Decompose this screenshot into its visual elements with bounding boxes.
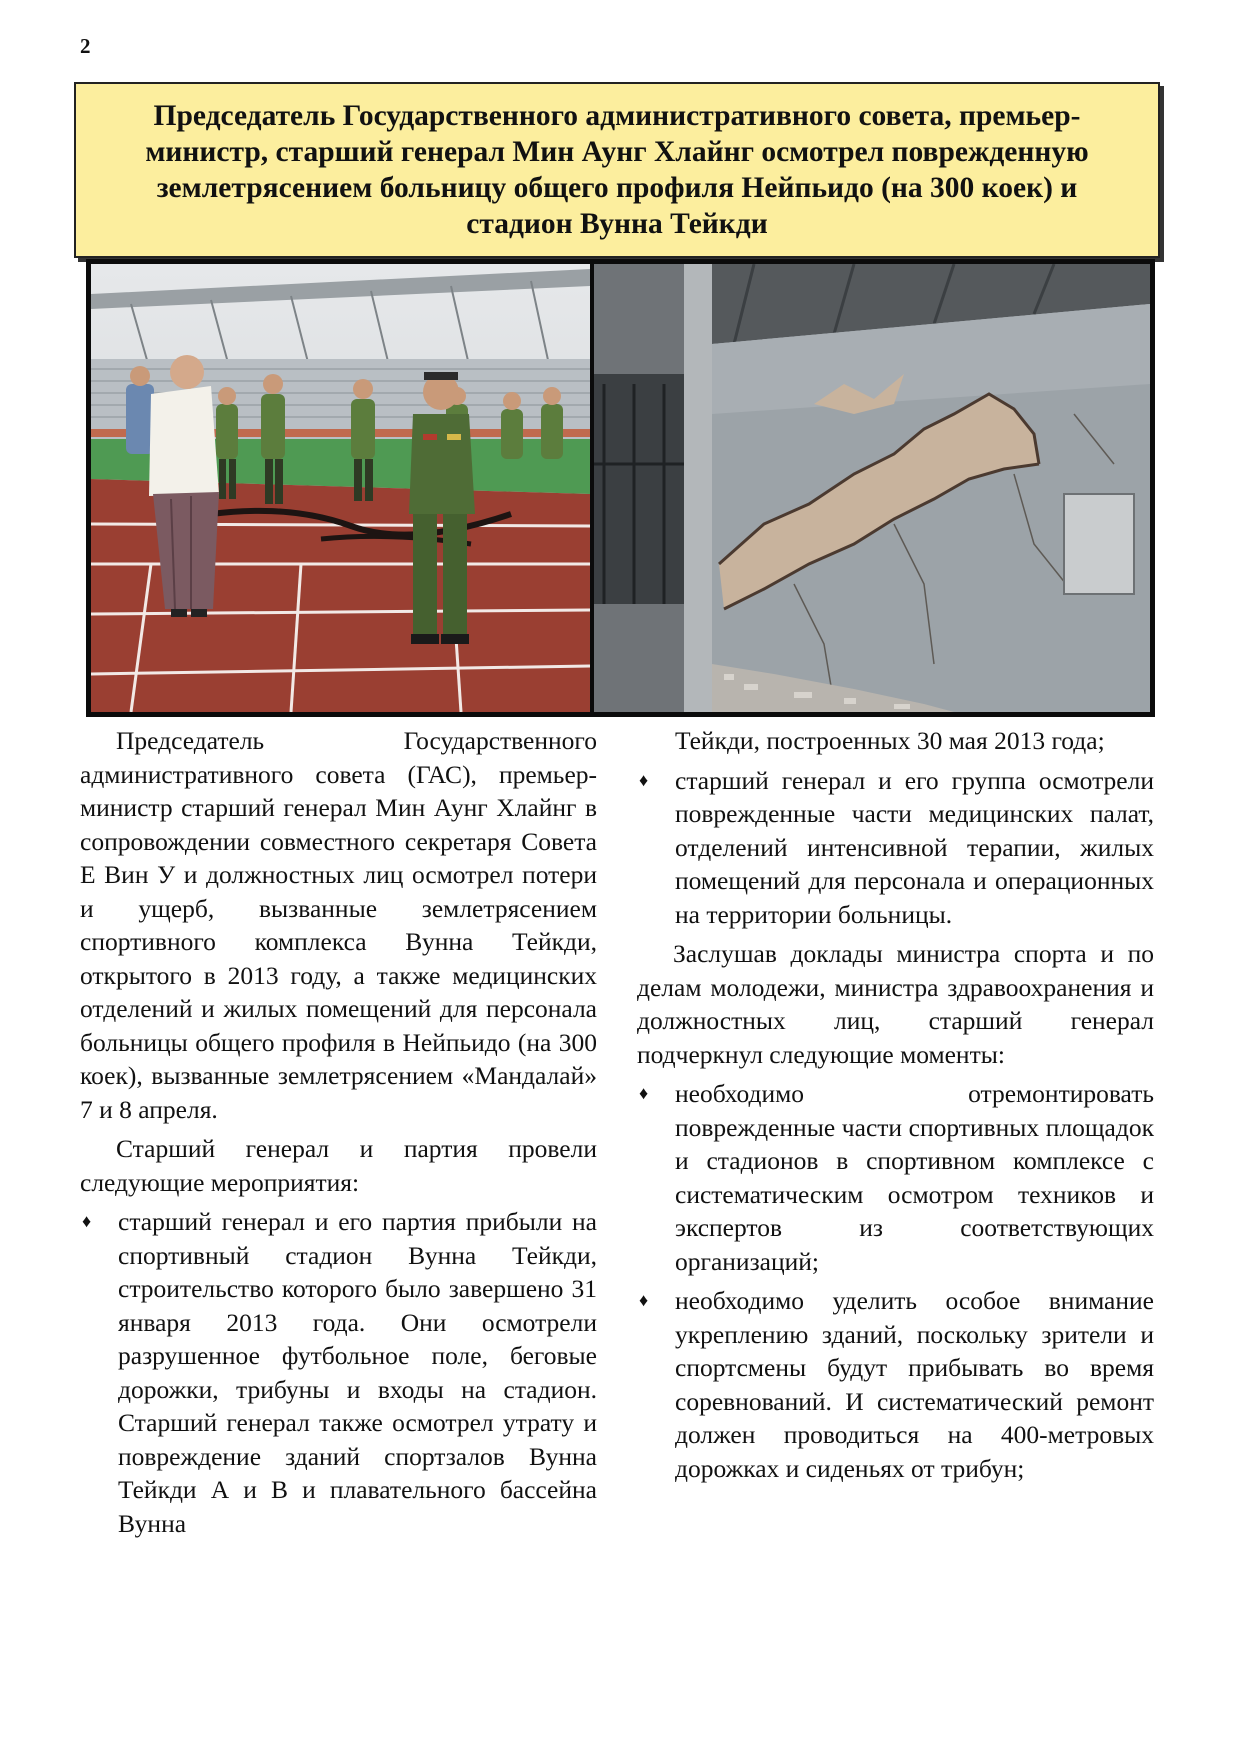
activities-intro-paragraph: Старший генерал и партия провели следующие мероприятия: [80, 1134, 597, 1197]
bullet-text: необходимо уделить особое внимание укреплению зданий, поскольку зрители и спортсмены будут прибывать во время соревнований. И систематический ремонт должен проводиться на 400-метровых дорожках и сиденьях от трибун; [675, 1286, 1154, 1483]
diamond-bullet-icon: ♦ [639, 1083, 649, 1103]
photo-strip [86, 259, 1155, 717]
reports-intro-paragraph: Заслушав доклады министра спорта и по делам молодежи, министра здравоохранения и должностных лиц, старший генерал подчеркнул следующие моменты: [637, 939, 1154, 1069]
intro-paragraph: Председатель Государственного административного совета (ГАС), премьер-министр старший генерал Мин Аунг Хлайнг в сопровождении совместного секретаря Совета Е Вин У и должностных лиц осмотрел потери и ущерб, вызванные землетрясением спортивного комплекса Вунна Тейкди, открытого в 2013 году, а также медицинских отделений и жилых помещений для персонала больницы общего профиля в Нейпьидо (на 300 коек), вызванные землетрясением «Мандалай» 7 и 8 апреля. [80, 726, 597, 1124]
bullet-item-stadium [80, 1205, 597, 1540]
bullet-text: необходимо отремонтировать поврежденные части спортивных площадок и стадионов в спортивном комплексе с систематическим осмотром техников и экспертов из соответствующих организаций; [675, 1079, 1154, 1276]
bullet-continuation: Тейкди, построенных 30 мая 2013 года; [675, 726, 1105, 755]
bullet-item-repair [637, 1077, 1154, 1278]
article-column-left [80, 724, 597, 1546]
bullet-text: старший генерал и его партия прибыли на спортивный стадион Вунна Тейкди, строительство которого было завершено 31 января 2013 года. Они осмотрели разрушенное футбольное поле, беговые дорожки, трибуны и входы на стадион. Старший генерал также осмотрел утрату и повреждение зданий спортзалов Вунна Тейкди А и В и плавательного бассейна Вунна [118, 1207, 597, 1538]
bullet-text: старший генерал и его группа осмотрели поврежденные части медицинских палат, отделений интенсивной терапии, жилых помещений для персонала и операционных на территории больницы. [675, 765, 1154, 929]
headline: Председатель Государственного административного совета, премьер-министр, старший генерал Мин Аунг Хлайнг осмотрел поврежденную землетрясением больницу общего профиля Нейпьидо (на 300 коек) и стадион Вунна Тейкди [145, 100, 1089, 240]
bullet-item-buildings [637, 1284, 1154, 1485]
bullet-item-hospital [637, 764, 1154, 932]
page-number: 2 [80, 34, 91, 58]
headline-box [74, 82, 1160, 258]
diamond-bullet-icon: ♦ [82, 1211, 92, 1231]
article-column-right [637, 724, 1154, 1491]
stadium-inspection-photo [91, 264, 590, 712]
diamond-bullet-icon: ♦ [639, 769, 649, 790]
cracked-wall-photo [594, 264, 1150, 712]
diamond-bullet-icon: ♦ [639, 1290, 649, 1310]
